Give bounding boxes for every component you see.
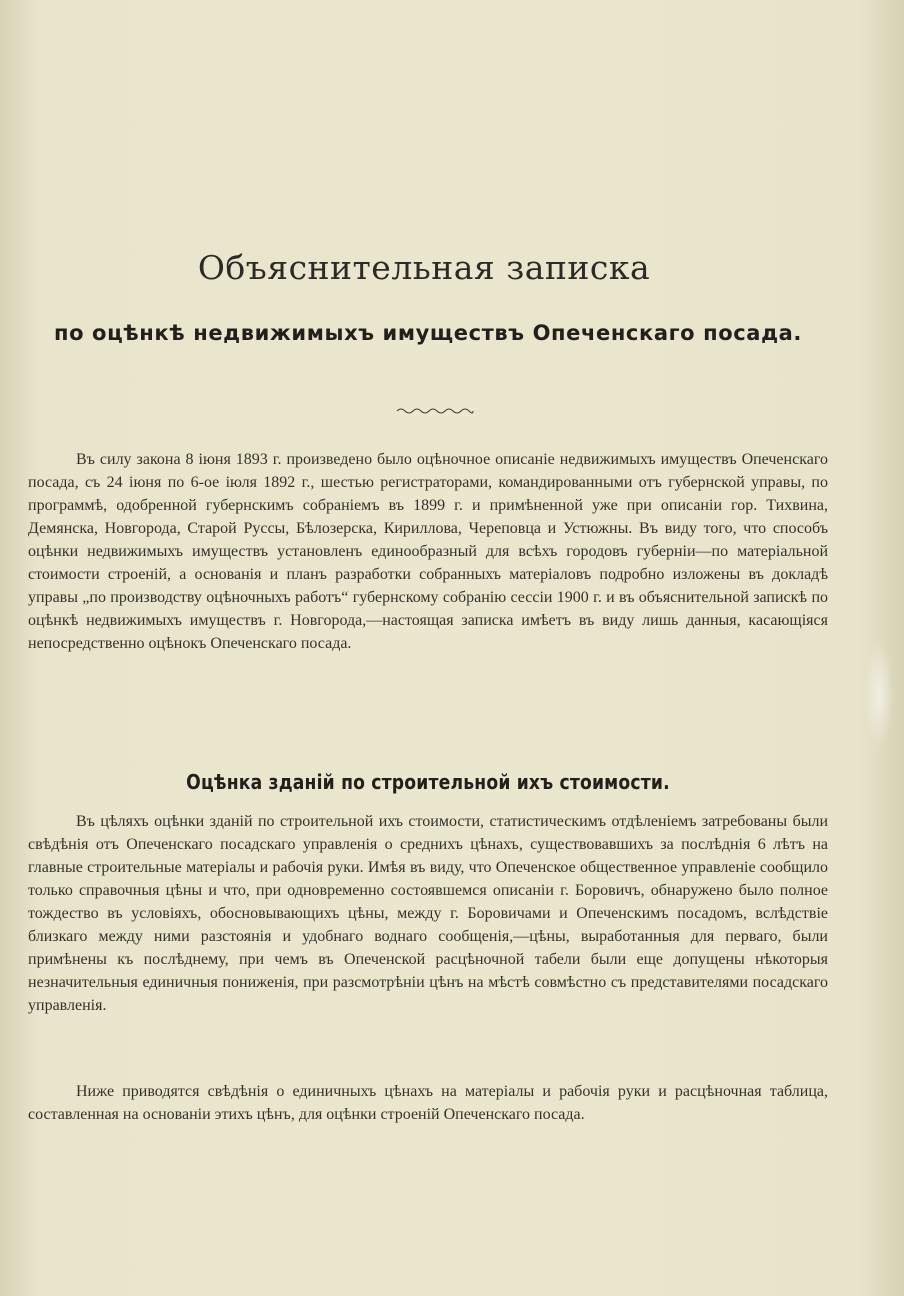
document-title: Объяснительная записка xyxy=(197,248,651,287)
paragraph-building-valuation: Въ цѣляхъ оцѣнки зданій по строительной ихъ стоимости, статистическимъ отдѣленіемъ затребованы были свѣдѣнія отъ Опеченскаго посадскаго управленія о среднихъ цѣнахъ, существовавшихъ за послѣднія 6 лѣтъ на главные строительные матеріалы и рабочія руки. Имѣя въ виду, что Опеченское общественное управленіе сообщило только справочныя цѣны и что, при одновременно состоявшемся описаніи г. Боровичъ, обнаружено было полное тождество въ условіяхъ, обосновывающихъ цѣны, между г. Боровичами и Опеченскимъ посадомъ, вслѣдствіе близкаго между ними разстоянія и удобнаго воднаго сообщенія,—цѣны, выработанныя для перваго, были примѣнены къ послѣднему, при чемъ въ Опеченской расцѣночной табели были еще допущены нѣкоторыя незначительныя единичныя пониженія, при разсмотрѣніи цѣнъ на мѣстѣ совмѣстно съ представителями посадскаго управленія. xyxy=(28,813,828,1014)
ornament-divider xyxy=(395,406,475,416)
paper-stain xyxy=(864,640,894,750)
paragraph-prices-note: Ниже приводятся свѣдѣнія о единичныхъ цѣнахъ на матеріалы и рабочія руки и расцѣночная таблица, составленная на основаніи этихъ цѣнъ, для оцѣнки строеній Опеченскаго посада. xyxy=(28,1083,828,1123)
paragraph-intro: Въ силу закона 8 іюня 1893 г. произведено было оцѣночное описаніе недвижимыхъ имуществъ Опеченскаго посада, съ 24 іюня по 6-ое іюля 1892 г., шестью регистраторами, командированными отъ губернской управы, по программѣ, одобренной губернскимъ собраніемъ въ 1899 г. и примѣненной уже при описаніи гор. Тихвина, Демянска, Новгорода, Старой Руссы, Бѣлозерска, Кириллова, Череповца и Устюжны. Въ виду того, что способъ оцѣнки недвижимыхъ имуществъ установленъ единообразный для всѣхъ городовъ губерніи—по матеріальной стоимости строеній, а основанія и планъ разработки собранныхъ матеріаловъ подробно изложены въ докладѣ управы „по производству оцѣночныхъ работъ“ губернскому собранію сессіи 1900 г. и въ объяснительной запискѣ по оцѣнкѣ недвижимыхъ имуществъ г. Новгорода,—настоящая записка имѣетъ въ виду лишь данныя, касающіяся непосредственно оцѣнокъ Опеченскаго посада. xyxy=(28,451,828,652)
section-heading: Оцѣнка зданій по строительной ихъ стоимости. xyxy=(186,770,670,794)
document-subtitle: по оцѣнкѣ недвижимыхъ имуществъ Опеченскаго посада. xyxy=(54,321,802,345)
